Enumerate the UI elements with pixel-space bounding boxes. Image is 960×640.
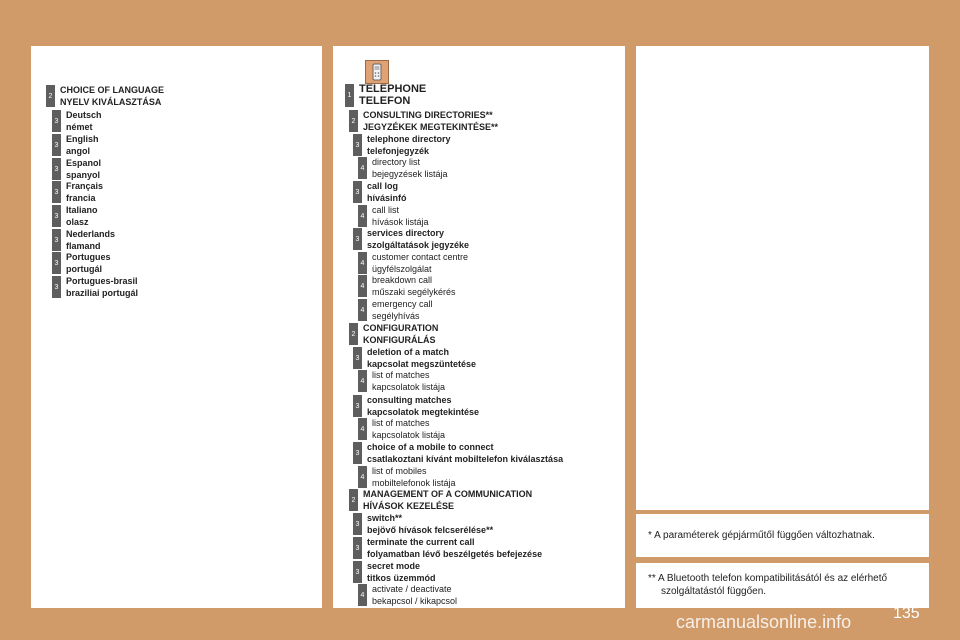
menu-label-line: spanyol (66, 169, 101, 180)
note-parameters: * A paraméterek gépjárműtől függően változhatnak. (648, 530, 875, 541)
telephone-item (349, 110, 498, 133)
menu-label-line: breakdown call (372, 275, 433, 285)
language-item (52, 134, 99, 157)
menu-label-line: portugál (66, 263, 102, 274)
level-badge: 3 (52, 134, 61, 156)
menu-label (372, 299, 433, 322)
menu-label-line: kapcsolatok listája (372, 429, 446, 440)
menu-label (367, 561, 436, 584)
language-item (46, 85, 164, 108)
menu-label-line: bejövő hívások felcserélése** (367, 524, 494, 535)
menu-label (66, 181, 103, 204)
page-number: 135 (893, 605, 920, 622)
level-badge: 1 (345, 84, 354, 107)
level-badge: 2 (46, 85, 55, 107)
language-item (52, 276, 138, 299)
level-badge: 4 (358, 252, 367, 274)
telephone-item (358, 584, 457, 607)
menu-label-line: telephone directory (367, 134, 451, 144)
telephone-item (353, 395, 479, 418)
menu-label-line: consulting matches (367, 395, 452, 405)
level-badge: 3 (353, 395, 362, 417)
level-badge: 3 (353, 561, 362, 583)
menu-label-line: TELEFON (359, 94, 411, 107)
level-badge: 3 (353, 442, 362, 464)
menu-label-line: JEGYZÉKEK MEGTEKINTÉSE** (363, 121, 499, 132)
telephone-item (353, 513, 493, 536)
menu-label (367, 134, 451, 157)
telephone-item (353, 228, 469, 251)
menu-label-line: kapcsolatok megtekintése (367, 406, 480, 417)
menu-label-line: English (66, 134, 99, 144)
menu-label-line: mobiltelefonok listája (372, 477, 456, 488)
level-badge: 3 (52, 252, 61, 274)
menu-label (372, 252, 468, 275)
menu-label (372, 370, 445, 393)
menu-label-line: list of matches (372, 418, 430, 428)
level-badge: 3 (52, 276, 61, 298)
telephone-item (353, 347, 476, 370)
menu-label-line: CONSULTING DIRECTORIES** (363, 110, 493, 120)
telephone-item (358, 205, 429, 228)
telephone-item (349, 489, 532, 512)
menu-label-line: MANAGEMENT OF A COMMUNICATION (363, 489, 533, 499)
level-badge: 4 (358, 370, 367, 392)
level-badge: 3 (52, 181, 61, 203)
menu-label-line: KONFIGURÁLÁS (363, 334, 436, 345)
menu-label-line: angol (66, 145, 90, 156)
telephone-item (358, 157, 448, 180)
menu-label-line: segélyhívás (372, 310, 420, 321)
language-item (52, 229, 115, 252)
menu-label-line: secret mode (367, 561, 421, 571)
menu-label-line: call list (372, 205, 400, 215)
menu-label-line: customer contact centre (372, 252, 469, 262)
menu-label (367, 181, 407, 204)
level-badge: 2 (349, 323, 358, 345)
telephone-item (345, 84, 426, 107)
language-item (52, 110, 102, 133)
telephone-item (353, 134, 451, 157)
level-badge: 3 (353, 134, 362, 156)
menu-label-line: call log (367, 181, 399, 191)
menu-label-line: HÍVÁSOK KEZELÉSE (363, 500, 455, 511)
menu-label-line: CHOICE OF LANGUAGE (60, 85, 165, 95)
menu-label (367, 513, 493, 536)
menu-label-line: francia (66, 192, 96, 203)
menu-label (66, 158, 101, 181)
menu-label-line: olasz (66, 216, 89, 227)
menu-label-line: TELEPHONE (359, 83, 427, 95)
menu-label (367, 442, 563, 465)
menu-label-line: szolgáltatások jegyzéke (367, 239, 470, 250)
menu-label-line: Français (66, 181, 104, 191)
level-badge: 3 (353, 347, 362, 369)
level-badge: 4 (358, 157, 367, 179)
menu-label (359, 84, 426, 107)
menu-label (66, 252, 111, 275)
menu-label (372, 205, 429, 228)
menu-label-line: list of mobiles (372, 466, 427, 476)
menu-label-line: list of matches (372, 370, 430, 380)
telephone-item (353, 537, 542, 560)
menu-label (372, 466, 456, 489)
menu-label-line: csatlakoztani kívánt mobiltelefon kiválasztása (367, 453, 564, 464)
level-badge: 3 (353, 181, 362, 203)
menu-label-line: Nederlands (66, 229, 116, 239)
menu-label (372, 157, 448, 180)
menu-label-line: német (66, 121, 93, 132)
menu-label (66, 134, 99, 157)
blank-panel (636, 46, 929, 510)
menu-label (363, 323, 438, 346)
telephone-item (358, 299, 433, 322)
menu-label-line: activate / deactivate (372, 584, 452, 594)
menu-label (372, 275, 456, 298)
menu-label-line: directory list (372, 157, 421, 167)
telephone-item (353, 561, 436, 584)
menu-label-line: titkos üzemmód (367, 572, 436, 583)
level-badge: 3 (52, 205, 61, 227)
level-badge: 4 (358, 275, 367, 297)
menu-label-line: Italiano (66, 205, 98, 215)
menu-label-line: Deutsch (66, 110, 102, 120)
telephone-item (353, 181, 407, 204)
menu-label-line: terminate the current call (367, 537, 475, 547)
watermark: carmanualsonline.info (676, 612, 852, 632)
level-badge: 2 (349, 489, 358, 511)
menu-label-line: ügyfélszolgálat (372, 263, 432, 274)
menu-label (367, 537, 542, 560)
level-badge: 3 (353, 513, 362, 535)
level-badge: 4 (358, 418, 367, 440)
level-badge: 3 (52, 229, 61, 251)
level-badge: 4 (358, 466, 367, 488)
menu-label-line: switch** (367, 513, 403, 523)
menu-label-line: hívásinfó (367, 192, 407, 203)
menu-label (367, 347, 476, 370)
menu-label-line: Portugues (66, 252, 111, 262)
level-badge: 3 (353, 537, 362, 559)
menu-label (367, 228, 469, 251)
note-bluetooth-line1: ** A Bluetooth telefon kompatibilitásától és az elérhető (648, 573, 888, 584)
level-badge: 4 (358, 584, 367, 606)
level-badge: 3 (52, 110, 61, 132)
level-badge: 2 (349, 110, 358, 132)
menu-label (372, 418, 445, 441)
menu-label-line: braziliai portugál (66, 287, 139, 298)
menu-label-line: kapcsolatok listája (372, 381, 446, 392)
menu-label (363, 110, 498, 133)
menu-label-line: emergency call (372, 299, 433, 309)
menu-label-line: CONFIGURATION (363, 323, 439, 333)
menu-label-line: flamand (66, 240, 101, 251)
menu-label-line: deletion of a match (367, 347, 450, 357)
menu-label-line: choice of a mobile to connect (367, 442, 494, 452)
menu-label (66, 276, 138, 299)
menu-label-line: Espanol (66, 158, 102, 168)
menu-label-line: műszaki segélykérés (372, 286, 456, 297)
telephone-item (349, 323, 438, 346)
menu-label-line: bejegyzések listája (372, 168, 448, 179)
menu-label-line: Portugues-brasil (66, 276, 138, 286)
language-item (52, 181, 103, 204)
mobile-phone-icon (365, 60, 389, 84)
menu-label-line: services directory (367, 228, 445, 238)
telephone-item (358, 370, 445, 393)
menu-label (372, 584, 457, 607)
note-bluetooth-line2: szolgáltatástól függően. (661, 586, 767, 597)
menu-label (66, 110, 102, 133)
menu-label-line: NYELV KIVÁLASZTÁSA (60, 96, 162, 107)
telephone-item (358, 275, 456, 298)
menu-label-line: folyamatban lévő beszélgetés befejezése (367, 548, 543, 559)
menu-label (367, 395, 479, 418)
telephone-item (358, 252, 468, 275)
menu-label-line: kapcsolat megszüntetése (367, 358, 477, 369)
language-item (52, 252, 111, 275)
telephone-item (358, 418, 445, 441)
menu-label-line: telefonjegyzék (367, 145, 430, 156)
menu-label (60, 85, 164, 108)
level-badge: 3 (353, 228, 362, 250)
menu-label-line: hívások listája (372, 216, 429, 227)
menu-label (66, 229, 115, 252)
language-item (52, 205, 98, 228)
language-item (52, 158, 101, 181)
menu-label (66, 205, 98, 228)
level-badge: 3 (52, 158, 61, 180)
menu-label (363, 489, 532, 512)
telephone-item (358, 466, 456, 489)
telephone-item (353, 442, 563, 465)
menu-label-line: bekapcsol / kikapcsol (372, 595, 458, 606)
level-badge: 4 (358, 205, 367, 227)
level-badge: 4 (358, 299, 367, 321)
